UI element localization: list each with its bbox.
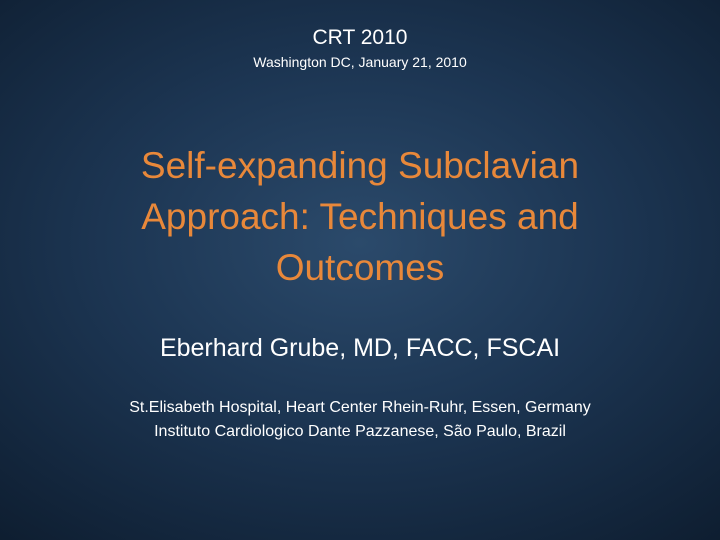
- author-name: Eberhard Grube, MD, FACC, FSCAI: [159, 334, 561, 362]
- affiliations: [0, 396, 720, 444]
- conference-name: CRT 2010: [312, 26, 408, 49]
- conference-location-date: Washington DC, January 21, 2010: [253, 54, 467, 70]
- slide-title-line: Approach: Techniques and: [141, 196, 579, 237]
- affiliation-line: St.Elisabeth Hospital, Heart Center Rhein-Ruhr, Essen, Germany: [129, 399, 591, 416]
- slide-title: [60, 140, 660, 293]
- slide-title-line: Outcomes: [275, 247, 445, 288]
- affiliation-line: Instituto Cardiologico Dante Pazzanese, São Paulo, Brazil: [154, 423, 566, 440]
- slide-title-line: Self-expanding Subclavian: [140, 145, 580, 186]
